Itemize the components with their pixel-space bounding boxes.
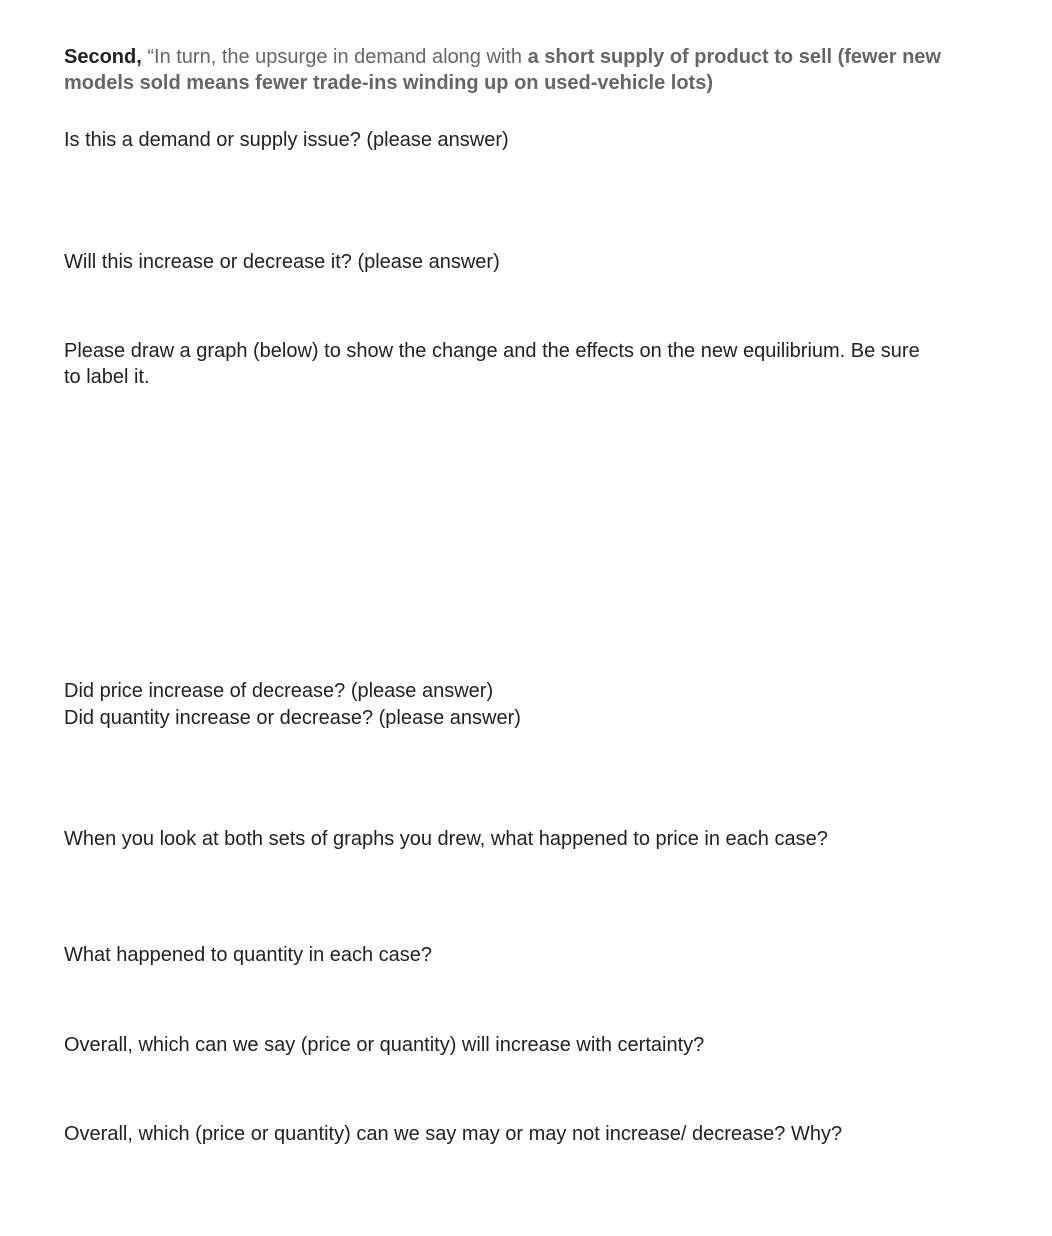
question-quantity-each-case: What happened to quantity in each case? (64, 944, 433, 966)
question-draw-graph: Please draw a graph (below) to show the change and the effects on the new equilibrium. Be sure to label it. (64, 340, 920, 388)
question-both-graphs-price: When you look at both sets of graphs you drew, what happened to price in each case? (64, 828, 828, 850)
question-increase-certainty: Overall, which can we say (price or quantity) will increase with certainty? (64, 1034, 705, 1056)
question-increase-or-decrease: Will this increase or decrease it? (please answer) (64, 251, 500, 273)
intro-emphasis: a short supply of product to sell (fewer new models sold means fewer trade-ins winding up on used-vehicle lots) (64, 46, 941, 94)
intro-paragraph (64, 44, 994, 96)
question-price-change: Did price increase of decrease? (please answer) (64, 680, 494, 702)
intro-quote: “In turn, the upsurge in demand along with (141, 46, 528, 68)
question-may-or-may-not: Overall, which (price or quantity) can we say may or may not increase/ decrease? Why? (64, 1123, 843, 1145)
question-demand-or-supply: Is this a demand or supply issue? (please answer) (64, 129, 509, 151)
question-quantity-change: Did quantity increase or decrease? (please answer) (64, 707, 521, 729)
intro-lead: Second, (64, 46, 142, 68)
